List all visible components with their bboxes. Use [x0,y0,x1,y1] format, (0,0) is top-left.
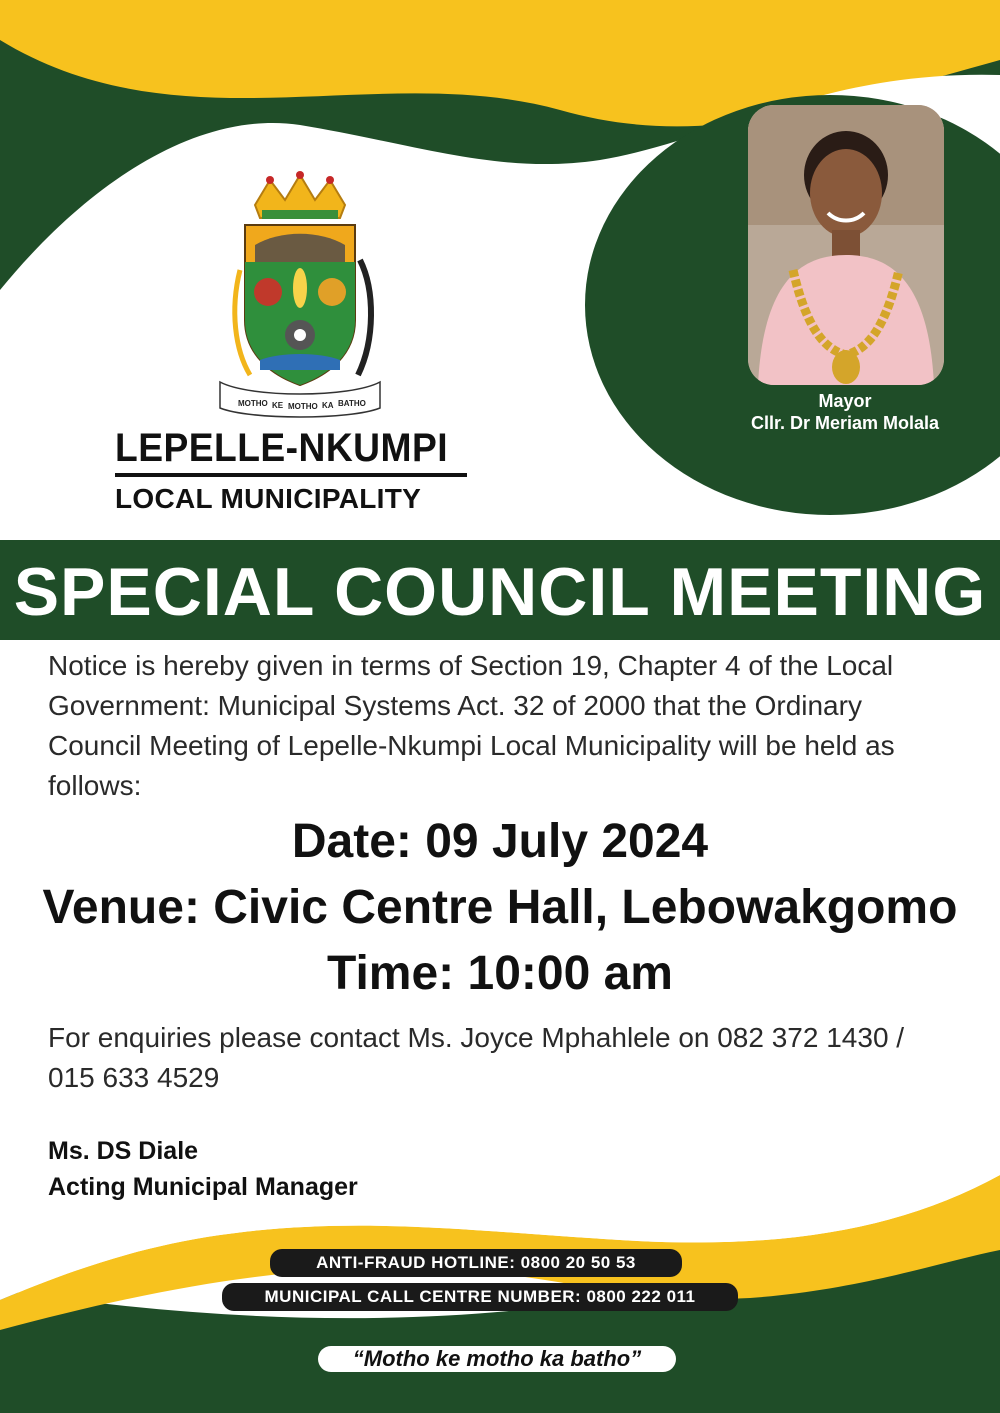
motto: “Motho ke motho ka batho” [318,1346,676,1372]
crest-scroll-word: BATHO [338,399,366,408]
meeting-date: Date: 09 July 2024 [291,815,709,868]
organization-divider [115,473,467,477]
crest-scroll-word: MOTHO [288,402,318,411]
mayor-role: Mayor [818,391,872,411]
signatory-name: Ms. DS Diale [48,1137,199,1165]
meeting-venue: Venue: Civic Centre Hall, Lebowakgomo [42,881,958,934]
signatory [48,1133,358,1205]
notice-paragraph: Notice is hereby given in terms of Section 19, Chapter 4 of the Local Government: Municipal Systems Act. 32 of 2000 that the Ordinary Council Meeting of Lepelle-Nkumpi Local Municipality will be held as follows: [48,650,895,801]
mayor-name: Cllr. Dr Meriam Molala [750,413,940,433]
organization-name-line2: LOCAL MUNICIPALITY [115,483,422,514]
enquiries-paragraph: For enquiries please contact Ms. Joyce Mphahlele on 082 372 1430 / 015 633 4529 [48,1022,905,1093]
page-title: SPECIAL COUNCIL MEETING [13,554,987,630]
crest-scroll-word: KE [272,401,284,410]
mayor-portrait-icon [748,105,944,385]
mayor-photo [748,105,944,385]
signatory-title: Acting Municipal Manager [48,1173,358,1201]
mayor-caption [700,390,990,434]
crest-scroll-word: MOTHO [238,399,268,408]
crest-scroll-word: KA [322,401,334,410]
anti-fraud-hotline: ANTI-FRAUD HOTLINE: 0800 20 50 53 [270,1249,682,1277]
organization-name [115,425,467,515]
meeting-time: Time: 10:00 am [327,947,673,1000]
municipal-crest-icon [210,170,390,420]
call-centre-number: MUNICIPAL CALL CENTRE NUMBER: 0800 222 011 [222,1283,738,1311]
organization-name-line1: LEPELLE-NKUMPI [115,426,449,470]
